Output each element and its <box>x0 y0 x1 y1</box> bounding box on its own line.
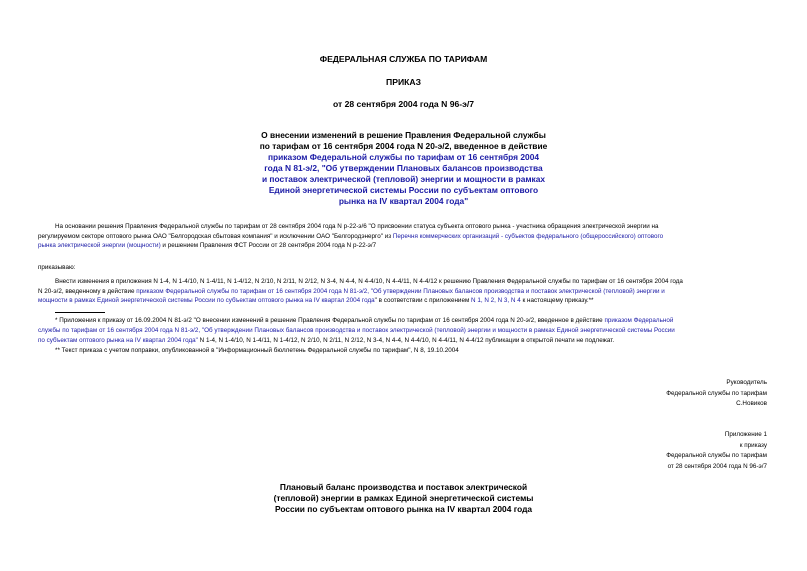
signature-block <box>666 378 767 410</box>
subject-heading <box>250 130 557 207</box>
signature-name: С.Новиков <box>736 400 767 408</box>
balance-title-line: (тепловой) энергии в рамках Единой энергетической системы <box>273 493 534 503</box>
balance-title <box>250 482 557 515</box>
order-81-link[interactable]: мощности в рамках Единой энергетической системы России по субъектам оптового рынка на IV квартал 2004 года <box>38 297 375 305</box>
appendix-line: от 28 сентября 2004 года N 96-э/7 <box>667 462 767 470</box>
subject-link-line[interactable]: и поставок электрической (тепловой) энергии и мощности в рамках <box>261 174 546 184</box>
amendment-line <box>38 296 807 306</box>
signature-org: Федеральной службы по тарифам <box>666 389 767 397</box>
subject-link-line[interactable]: года N 81-э/2, "Об утверждении Плановых балансов производства <box>264 163 543 173</box>
balance-title-line: Плановый баланс производства и поставок электрической <box>279 482 528 492</box>
footnote-line: ** Текст приказа с учетом поправки, опубликованной в "Информационный бюллетень Федеральной службы по тарифам", N 8, 19.10.2004 <box>55 347 459 354</box>
footnote-text: N 1-4, N 1-4/10, N 1-4/11, N 1-4/12, N 2/10, N 2/11, N 2/12, N 3-4, N 4-4, N 4-4/10, N 4-4/11, N 4-4/12 публикации в открытой печати не подлежат. <box>197 336 615 344</box>
basis-text: и решением Правления ФСТ России от 28 сентября 2004 года N р-22-э/7 <box>160 242 377 250</box>
footnote-text: * Приложения к приказу от 16.09.2004 N 81-э/2 "О внесении изменений в решение Правления Федеральной службы по тарифам от 16 сентября 2004 года N 20-э/2, введенное в действие <box>55 317 605 324</box>
amendment-line: Внести изменения в приложения N 1-4, N 1-4/10, N 1-4/11, N 1-4/12, N 2/10, N 2/11, N 2/12, N 3-4, N 4-4, N 4-4/10, N 4-4/11, N 4-4/12 к решению Правления Федеральной службы по тарифам от 16 сентября 2004 года <box>55 278 683 285</box>
doc-date: от 28 сентября 2004 года N 96-э/7 <box>332 99 475 109</box>
basis-line <box>38 232 807 242</box>
appendix-line: Федеральной службы по тарифам <box>666 452 767 460</box>
subject-link-line[interactable]: Единой энергетической системы России по субъектам оптового <box>268 185 539 195</box>
basis-paragraph <box>38 222 807 251</box>
appendix-line: Приложение 1 <box>724 431 767 438</box>
order-81-link[interactable]: приказом Федеральной службы по тарифам от 16 сентября 2004 года N 81-э/2, "Об утверждении Плановых балансов производства и поставок электрической (тепловой) энергии и <box>136 287 665 295</box>
balance-title-line: России по субъектам оптового рынка на IV квартал 2004 года <box>274 504 533 514</box>
amendment-text: " в соответствии с приложением <box>374 297 472 305</box>
footnote-1 <box>38 316 807 345</box>
footnote-2 <box>38 346 807 356</box>
appendix-block <box>666 430 767 472</box>
subject-link-line[interactable]: рынка на IV квартал 2004 года" <box>338 196 469 206</box>
footnote-order-link[interactable]: приказом Федеральной <box>604 317 674 324</box>
subject-link-line[interactable]: приказом Федеральной службы по тарифам от 16 сентября 2004 <box>267 152 540 162</box>
appendix-line: к приказу <box>739 441 767 449</box>
doc-type: ПРИКАЗ <box>386 77 421 87</box>
footnote-order-link[interactable]: по субъектам оптового рынка на IV квартал 2004 года" <box>38 336 198 344</box>
appendix-links[interactable]: N 1, N 2, N 3, N 4 <box>471 297 521 305</box>
footnote-line <box>38 316 807 326</box>
orders-label: приказываю: <box>38 264 76 271</box>
amendment-text: к настоящему приказу.** <box>520 297 594 305</box>
footnote-order-link[interactable]: службы по тарифам от 16 сентября 2004 года N 81-э/2, "Об утверждении Плановых балансов производства и поставок электрической (тепловой) энергии и мощности в рамках Единой энергетической системы России <box>38 326 675 334</box>
subject-line: О внесении изменений в решение Правления Федеральной службы <box>261 130 546 140</box>
footnote-line <box>38 336 807 346</box>
basis-line: На основании решения Правления Федеральной службы по тарифам от 28 сентября 2004 года N р-22-э/6 "О присвоении статуса субъекта оптового рынка - участника обращения электрической энергии на <box>55 223 659 230</box>
amendment-line <box>38 287 807 297</box>
subject-line: по тарифам от 16 сентября 2004 года N 20-э/2, введенное в действие <box>259 141 548 151</box>
amendment-paragraph <box>38 277 807 306</box>
basis-line <box>38 241 807 251</box>
commercial-list-link[interactable]: рынка электрической энергии (мощности) <box>38 242 161 250</box>
amendment-text: N 20-э/2, введенному в действие <box>38 287 137 295</box>
footnote-divider <box>55 312 105 313</box>
commercial-list-link[interactable]: Перечня коммерческих организаций - субъектов федерального (общероссийского) оптового <box>392 232 664 240</box>
signature-title: Руководитель <box>726 379 767 386</box>
agency-title: ФЕДЕРАЛЬНАЯ СЛУЖБА ПО ТАРИФАМ <box>319 54 488 64</box>
footnote-line <box>38 326 807 336</box>
basis-text: регулируемом секторе оптового рынка ОАО "Белгородская сбытовая компания" и исключении ОАО "Белгородэнерго" из <box>38 232 393 240</box>
